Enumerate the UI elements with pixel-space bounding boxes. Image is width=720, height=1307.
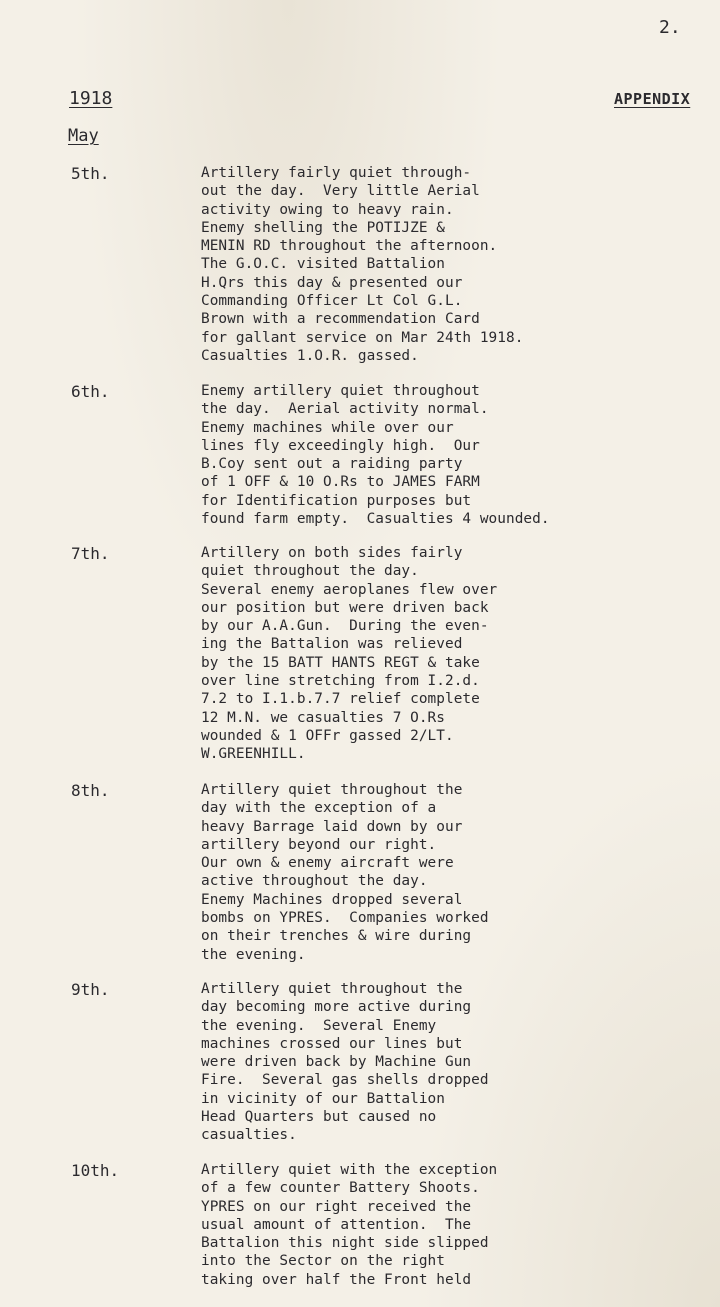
entry-text: Artillery on both sides fairly quiet throughout the day. Several enemy aeroplanes flew over our position but were driven back by our A.A.Gun. During the even- ing the Battalion was relieved by the 15 BATT HANTS REGT & take over line stretching from I.2.d. 7.2 to I.1.b.7.7 relief complete 12 M.N. we casualties 7 O.Rs wounded & 1 OFFr gassed 2/LT. W.GREENHILL.: [201, 545, 498, 763]
entry-text: Artillery fairly quiet through- out the day. Very little Aerial activity owing to heavy rain. Enemy shelling the POTIJZE & MENIN RD throughout the afternoon. The G.O.C. visited Battalion H.Qrs this day & presented our Commanding Officer Lt Col G.L. Brown with a recommendation Card for gallant service on Mar 24th 1918. Casualties 1.O.R. gassed.: [201, 165, 524, 364]
entry-text: Artillery quiet with the exception of a few counter Battery Shoots. YPRES on our right received the usual amount of attention. The Battalion this night side slipped into the Sector on the right taking over half the Front held: [201, 1162, 498, 1288]
entry-day: 7th.: [71, 544, 110, 563]
entry-text: Artillery quiet throughout the day with the exception of a heavy Barrage laid down by our artillery beyond our right. Our own & enemy aircraft were active throughout the day. Enemy Machines dropped several bombs on YPRES. Companies worked on their trenches & wire during the evening.: [201, 782, 489, 963]
year-heading: 1918: [69, 88, 113, 109]
entry-text: Enemy artillery quiet throughout the day. Aerial activity normal. Enemy machines while over our lines fly exceedingly high. Our B.Coy sent out a raiding party of 1 OFF & 10 O.Rs to JAMES FARM for Identification purposes but found farm empty. Casualties 4 wounded.: [201, 383, 550, 528]
page-number: 2.: [659, 17, 681, 38]
month-heading: May: [68, 126, 99, 146]
entry-text: Artillery quiet throughout the day becoming more active during the evening. Several Enemy machines crossed our lines but were driven back by Machine Gun Fire. Several gas shells dropped in vicinity of our Battalion Head Quarters but caused no casualties.: [201, 981, 489, 1144]
entry-day: 6th.: [71, 382, 110, 401]
entry-day: 10th.: [71, 1161, 120, 1180]
entry-day: 9th.: [71, 980, 110, 999]
appendix-label: APPENDIX: [614, 90, 691, 108]
entry-day: 8th.: [71, 781, 110, 800]
entry-day: 5th.: [71, 164, 110, 183]
